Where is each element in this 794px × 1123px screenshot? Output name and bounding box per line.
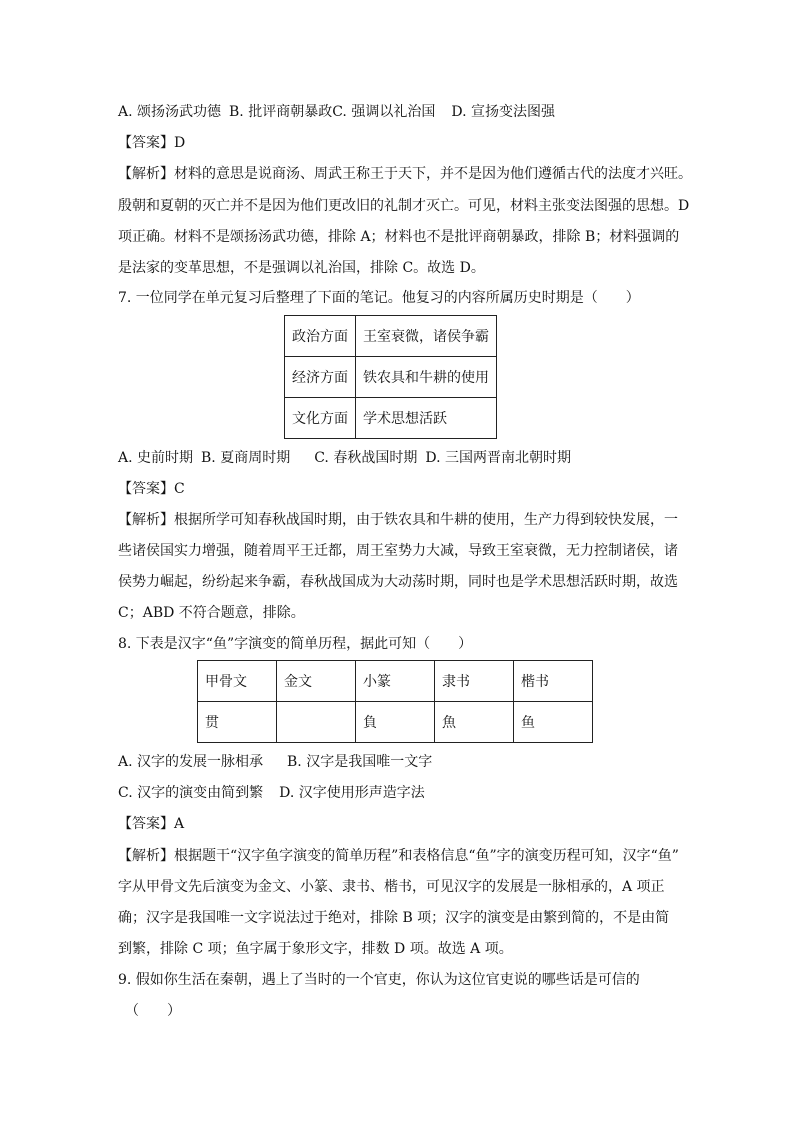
table-row [198,702,593,743]
table-header-row [198,661,593,702]
q8-option-b: B. 汉字是我国唯一文字 [287,754,433,770]
q8-option-d: D. 汉字使用形声造字法 [279,785,425,801]
table-cell: 鱼 [514,702,593,743]
q7-analysis-line: 侯势力崛起，纷纷起来争霸，春秋战国成为大动荡时期，同时也是学术思想活跃时期，故选 [118,574,678,590]
q6-option-a: A. 颂扬汤武功德 [118,104,222,120]
q8-option-c: C. 汉字的演变由简到繁 [118,785,264,801]
q8-analysis-line: 【解析】根据题干“汉字鱼字演变的简单历程”和表格信息“鱼”字的演变历程可知，汉字“鱼” [118,848,679,864]
q6-option-b: B. 批评商朝暴政 [229,104,333,120]
table-cell: 魚 [435,702,514,743]
q8-options-row [118,752,432,772]
q8-option-a: A. 汉字的发展一脉相承 [118,754,264,770]
table-header-cell: 甲骨文 [198,661,277,702]
q8-options-row [118,783,425,803]
q8-answer: 【答案】A [118,816,185,832]
q8-analysis-line: 到繁，排除 C 项；鱼字属于象形文字，排数 D 项。故选 A 项。 [118,941,513,957]
q7-analysis-line: 【解析】根据所学可知春秋战国时期，由于铁农具和牛耕的使用，生产力得到较快发展，一 [118,512,678,528]
table-row [285,357,497,398]
q6-answer: 【答案】D [118,135,186,151]
table-header-cell: 楷书 [514,661,593,702]
q7-options [118,448,571,468]
q9-answer-blank: （ ） [125,1003,181,1019]
q8-analysis-line: 确；汉字是我国唯一文字说法过于绝对，排除 B 项；汉字的演变是由繁到简的，不是由简 [118,910,670,926]
table-cell: 铁农具和牛耕的使用 [356,357,497,398]
table-cell [277,702,356,743]
table-row [285,398,497,439]
q8-stem: 8. 下表是汉字“鱼”字演变的简单历程，据此可知（ ） [118,636,473,652]
table-row [285,316,497,357]
q7-option-d: D. 三国两晋南北朝时期 [425,450,571,466]
table-cell: 文化方面 [285,398,356,439]
q8-character-table [197,660,593,743]
table-header-cell: 金文 [277,661,356,702]
q7-notes-table [284,315,497,439]
table-cell: 贯 [198,702,277,743]
q7-option-a: A. 史前时期 [118,450,194,466]
q7-option-b: B. 夏商周时期 [201,450,291,466]
table-cell: 经济方面 [285,357,356,398]
q7-analysis-line: C；ABD 不符合题意，排除。 [118,605,305,621]
q7-stem: 7. 一位同学在单元复习后整理了下面的笔记。他复习的内容所属历史时期是（ ） [118,290,640,306]
table-cell: 学术思想活跃 [356,398,497,439]
q6-analysis-line: 殷朝和夏朝的灭亡并不是因为他们更改旧的礼制才灭亡。可见，材料主张变法图强的思想。D [118,198,690,214]
q9-stem: 9. 假如你生活在秦朝，遇上了当时的一个官吏，你认为这位官吏说的哪些话是可信的 [118,972,640,988]
q6-analysis-line: 项正确。材料不是颂扬汤武功德，排除 A；材料也不是批评商朝暴政，排除 B；材料强调的 [118,229,680,245]
q6-analysis-line: 是法家的变革思想，不是强调以礼治国，排除 C。故选 D。 [118,260,485,276]
table-cell: 政治方面 [285,316,356,357]
table-cell: 負 [356,702,435,743]
q6-option-d: D. 宣扬变法图强 [451,104,555,120]
table-header-cell: 小篆 [356,661,435,702]
table-cell: 王室衰微，诸侯争霸 [356,316,497,357]
q7-analysis-line: 些诸侯国实力增强，随着周平王迁都，周王室势力大减，导致王室衰微，无力控制诸侯，诸 [118,543,678,559]
q6-analysis-line: 【解析】材料的意思是说商汤、周武王称王于天下，并不是因为他们遵循古代的法度才兴旺。 [118,166,692,182]
q8-analysis-line: 字从甲骨文先后演变为金文、小篆、隶书、楷书，可见汉字的发展是一脉相承的，A 项正 [118,879,665,895]
q6-options [118,102,555,122]
q6-option-c: C. 强调以礼治国 [332,104,436,120]
q7-option-c: C. 春秋战国时期 [314,450,418,466]
table-header-cell: 隶书 [435,661,514,702]
q7-answer: 【答案】C [118,481,185,497]
